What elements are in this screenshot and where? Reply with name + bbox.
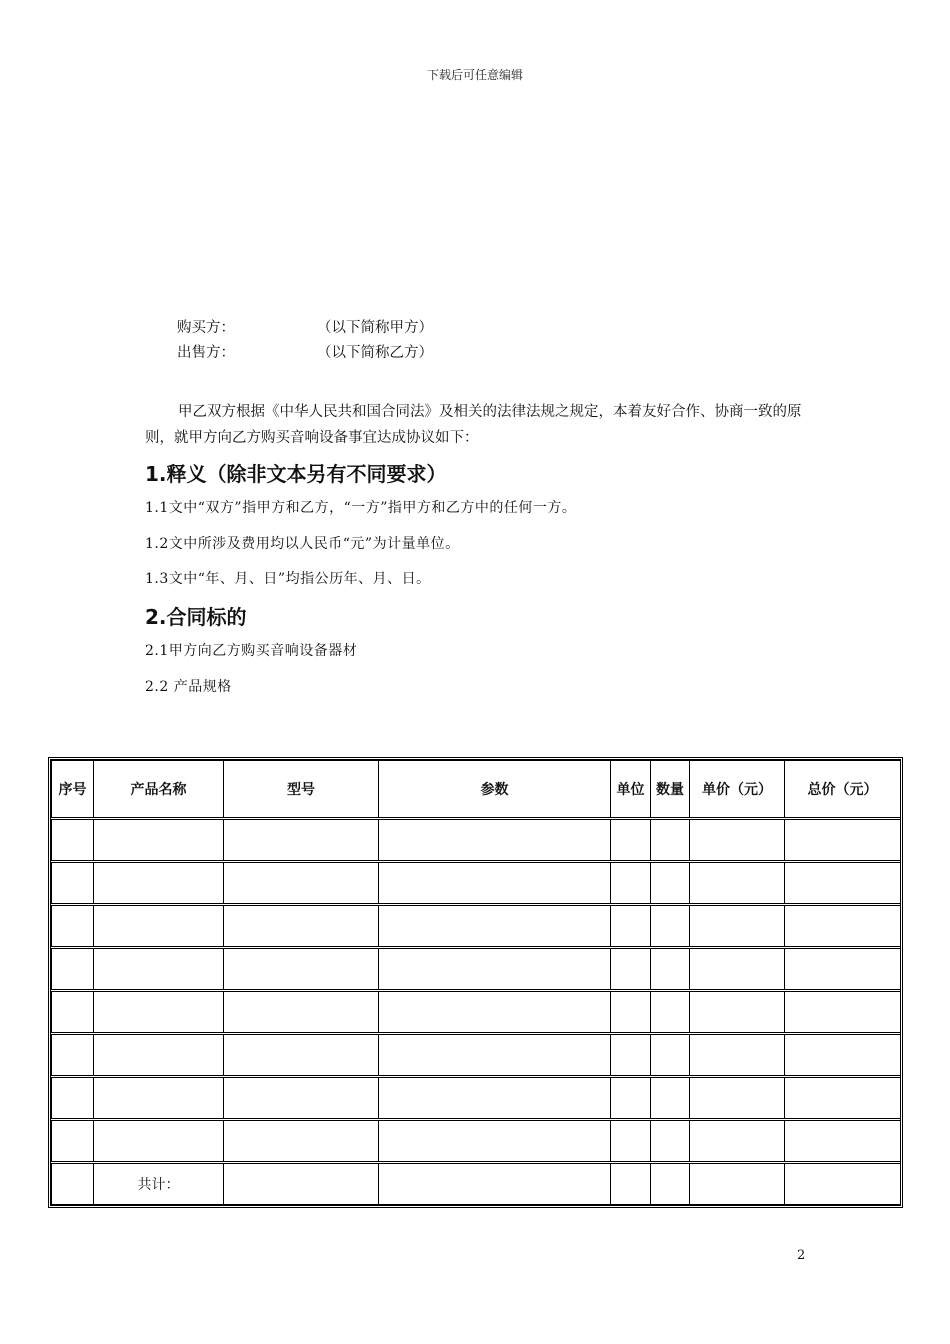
table-cell xyxy=(651,991,690,1034)
seller-label: 出售方： xyxy=(177,345,235,361)
table-cell xyxy=(690,819,785,862)
table-cell xyxy=(224,1077,379,1120)
table-cell xyxy=(52,948,94,991)
table-cell xyxy=(224,1163,379,1205)
table-cell xyxy=(52,1034,94,1077)
table-cell xyxy=(94,948,224,991)
table-cell xyxy=(379,991,611,1034)
table-cell xyxy=(690,1163,785,1205)
table-cell xyxy=(690,1120,785,1163)
table-cell xyxy=(611,948,651,991)
table-cell xyxy=(690,905,785,948)
header-note: 下载后可任意编辑 xyxy=(426,68,523,82)
table-cell xyxy=(52,1077,94,1120)
product-spec-table xyxy=(48,757,903,1208)
total-row xyxy=(52,1163,901,1205)
table-cell xyxy=(94,1120,224,1163)
table-cell xyxy=(379,905,611,948)
table-cell xyxy=(224,1034,379,1077)
table-cell xyxy=(651,1077,690,1120)
clause-1-2: 1.2文中所涉及费用均以人民币“元”为计量单位。 xyxy=(145,536,460,552)
col-header-unit-price: 单价（元） xyxy=(690,761,785,819)
clause-2-2: 2.2 产品规格 xyxy=(145,679,232,695)
table-cell xyxy=(224,1120,379,1163)
table-cell xyxy=(224,905,379,948)
table-cell xyxy=(94,1034,224,1077)
table-cell xyxy=(651,1163,690,1205)
table-cell xyxy=(52,819,94,862)
buyer-note: （以下简称甲方） xyxy=(317,320,433,336)
table-cell xyxy=(611,991,651,1034)
table-cell xyxy=(611,819,651,862)
table-row xyxy=(52,1077,901,1120)
buyer-line xyxy=(177,316,433,337)
table-cell xyxy=(94,1077,224,1120)
table-row xyxy=(52,819,901,862)
table-cell xyxy=(52,991,94,1034)
table-row xyxy=(52,1034,901,1077)
table-row xyxy=(52,862,901,905)
clause-1-1: 1.1文中“双方”指甲方和乙方，“一方”指甲方和乙方中的任何一方。 xyxy=(145,500,577,516)
table-cell xyxy=(224,862,379,905)
table-cell xyxy=(611,1034,651,1077)
table-cell xyxy=(224,819,379,862)
table-cell xyxy=(224,948,379,991)
table-cell xyxy=(379,948,611,991)
table-cell xyxy=(94,819,224,862)
section1-title: 1.释义（除非文本另有不同要求） xyxy=(145,462,447,486)
table-cell xyxy=(94,862,224,905)
seller-line xyxy=(177,341,433,362)
table-cell xyxy=(611,905,651,948)
table-cell xyxy=(52,905,94,948)
col-header-params: 参数 xyxy=(379,761,611,819)
clause-1-3: 1.3文中“年、月、日”均指公历年、月、日。 xyxy=(145,571,431,587)
seller-note: （以下简称乙方） xyxy=(317,345,433,361)
col-header-product-name: 产品名称 xyxy=(94,761,224,819)
table-row xyxy=(52,1120,901,1163)
table-cell xyxy=(94,905,224,948)
table-cell xyxy=(651,905,690,948)
table-cell xyxy=(785,948,901,991)
table-cell xyxy=(379,1163,611,1205)
page-number: 2 xyxy=(797,1248,806,1263)
section2-title: 2.合同标的 xyxy=(145,605,247,629)
table-row xyxy=(52,991,901,1034)
table-cell xyxy=(690,948,785,991)
table-cell xyxy=(379,1034,611,1077)
table-cell xyxy=(611,1163,651,1205)
table-cell xyxy=(52,1120,94,1163)
buyer-label: 购买方： xyxy=(177,320,235,336)
table-cell xyxy=(379,1120,611,1163)
table-cell xyxy=(690,991,785,1034)
col-header-quantity: 数量 xyxy=(651,761,690,819)
col-header-total-price: 总价（元） xyxy=(785,761,901,819)
table-cell xyxy=(651,948,690,991)
table-cell xyxy=(379,819,611,862)
col-header-index: 序号 xyxy=(52,761,94,819)
table-cell xyxy=(651,862,690,905)
intro-paragraph: 甲乙双方根据《中华人民共和国合同法》及相关的法律法规之规定，本着友好合作、协商一致的原则，就甲方向乙方购买音响设备事宜达成协议如下： xyxy=(145,404,802,446)
table-cell xyxy=(785,1120,901,1163)
table-cell xyxy=(785,862,901,905)
col-header-unit: 单位 xyxy=(611,761,651,819)
table-cell xyxy=(224,991,379,1034)
col-header-model: 型号 xyxy=(224,761,379,819)
table-cell xyxy=(690,1077,785,1120)
table-cell xyxy=(785,1077,901,1120)
table-cell xyxy=(785,819,901,862)
table-cell xyxy=(611,1120,651,1163)
table-cell xyxy=(690,1034,785,1077)
clause-2-1: 2.1甲方向乙方购买音响设备器材 xyxy=(145,643,358,659)
table-cell xyxy=(94,991,224,1034)
table-cell xyxy=(379,1077,611,1120)
table-cell xyxy=(611,1077,651,1120)
table-header-row xyxy=(52,761,901,819)
table-cell xyxy=(651,1034,690,1077)
table-cell xyxy=(651,1120,690,1163)
table-cell xyxy=(690,862,785,905)
table-row xyxy=(52,905,901,948)
table-cell xyxy=(785,991,901,1034)
table-row xyxy=(52,948,901,991)
total-label: 共计： xyxy=(94,1163,224,1205)
table-cell xyxy=(785,905,901,948)
table-cell xyxy=(52,862,94,905)
table-cell xyxy=(651,819,690,862)
table-cell xyxy=(785,1034,901,1077)
table-cell xyxy=(785,1163,901,1205)
table-cell xyxy=(611,862,651,905)
table-cell xyxy=(52,1163,94,1205)
table-cell xyxy=(379,862,611,905)
